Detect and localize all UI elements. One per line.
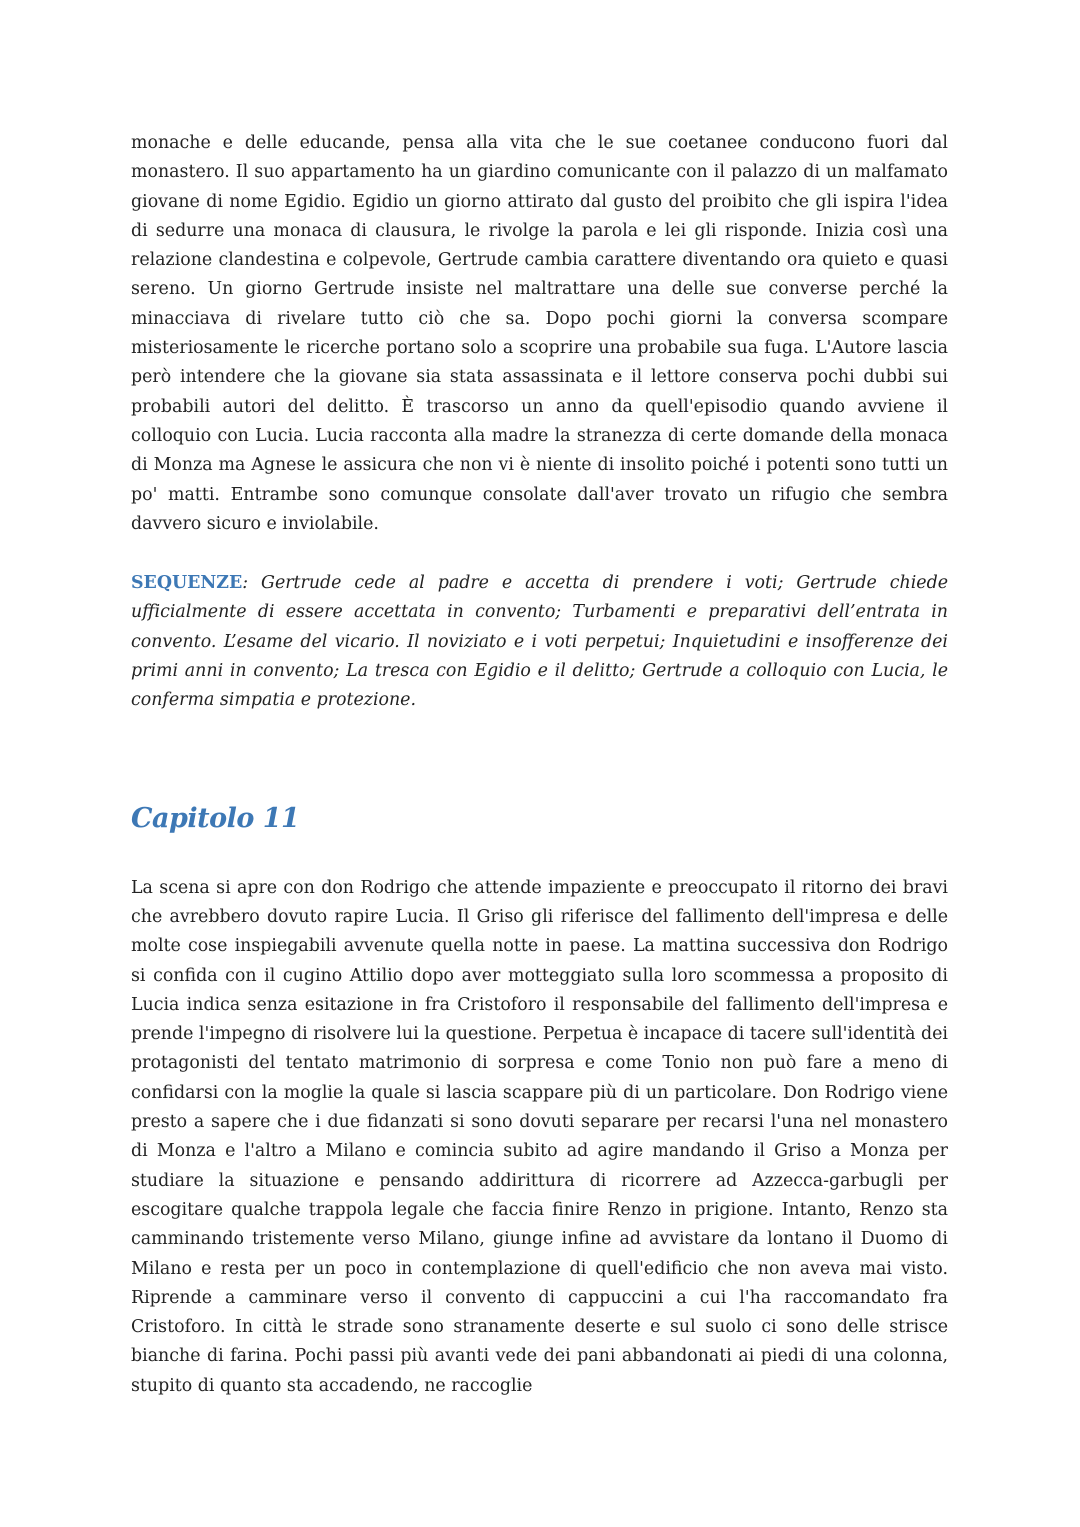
document-page [131,129,948,1401]
sequenze-label: SEQUENZE [131,573,243,594]
chapter-paragraph: La scena si apre con don Rodrigo che attende impaziente e preoccupato il ritorno dei bravi che avrebbero dovuto rapire Lucia. Il Griso gli riferisce del fallimento dell'impresa e delle molte cose inspiegabili avvenute quella notte in paese. La mattina successiva don Rodrigo si confida con il cugino Attilio dopo aver motteggiato sulla loro scommessa a proposito di Lucia indica senza esitazione in fra Cristoforo il responsabile del fallimento dell'impresa e prende l'impegno di risolvere lui la questione. Perpetua è incapace di tacere sull'identità dei protagonisti del tentato matrimonio di sorpresa e come Tonio non può fare a meno di confidarsi con la moglie la quale si lascia scappare più di un particolare. Don Rodrigo viene presto a sapere che i due fidanzati si sono dovuti separare per recarsi l'una nel monastero di Monza e l'altro a Milano e comincia subito ad agire mandando il Griso a Monza per studiare la situazione e pensando addirittura di ricorrere ad Azzecca-garbugli per escogitare qualche trappola legale che faccia finire Renzo in prigione. Intanto, Renzo sta camminando tristemente verso Milano, giunge infine ad avvistare da lontano il Duomo di Milano e resta per un poco in contemplazione di quell'edificio che non aveva mai visto. Riprende a camminare verso il convento di cappuccini a cui l'ha raccomandato fra Cristoforo. In città le strade sono stranamente deserte e sul suolo ci sono delle strisce bianche di farina. Pochi passi più avanti vede dei pani abbandonati ai piedi di una colonna, stupito di quanto sta accadendo, ne raccoglie [131,877,948,1396]
sequenze-paragraph [131,569,948,715]
chapter-title: Capitolo 11 [131,802,300,834]
intro-paragraph: monache e delle educande, pensa alla vita che le sue coetanee conducono fuori dal monastero. Il suo appartamento ha un giardino comunicante con il palazzo di un malfamato giovane di nome Egidio. Egidio un giorno attirato dal gusto del proibito che gli ispira l'idea di sedurre una monaca di clausura, le rivolge la parola e lei gli risponde. Inizia così una relazione clandestina e colpevole, Gertrude cambia carattere diventando ora quieto e quasi sereno. Un giorno Gertrude insiste nel maltrattare una delle sue converse perché la minacciava di rivelare tutto ciò che sa. Dopo pochi giorni la conversa scompare misteriosamente le ricerche portano solo a scoprire una probabile sua fuga. L'Autore lascia però intendere che la giovane sia stata assassinata e il lettore conserva pochi dubbi sui probabili autori del delitto. È trascorso un anno da quell'episodio quando avviene il colloquio con Lucia. Lucia racconta alla madre la stranezza di certe domande della monaca di Monza ma Agnese le assicura che non vi è niente di insolito poiché i potenti sono tutti un po' matti. Entrambe sono comunque consolate dall'aver trovato un rifugio che sembra davvero sicuro e inviolabile. [131,133,948,534]
sequenze-text: : Gertrude cede al padre e accetta di prendere i voti; Gertrude chiede ufficialmente di essere accettata in convento; Turbamenti e preparativi dell’entrata in convento. L’esame del vicario. Il noviziato e i voti perpetui; Inquietudini e insofferenze dei primi anni in convento; La tresca con Egidio e il delitto; Gertrude a colloquio con Lucia, le conferma simpatia e protezione. [131,573,948,711]
